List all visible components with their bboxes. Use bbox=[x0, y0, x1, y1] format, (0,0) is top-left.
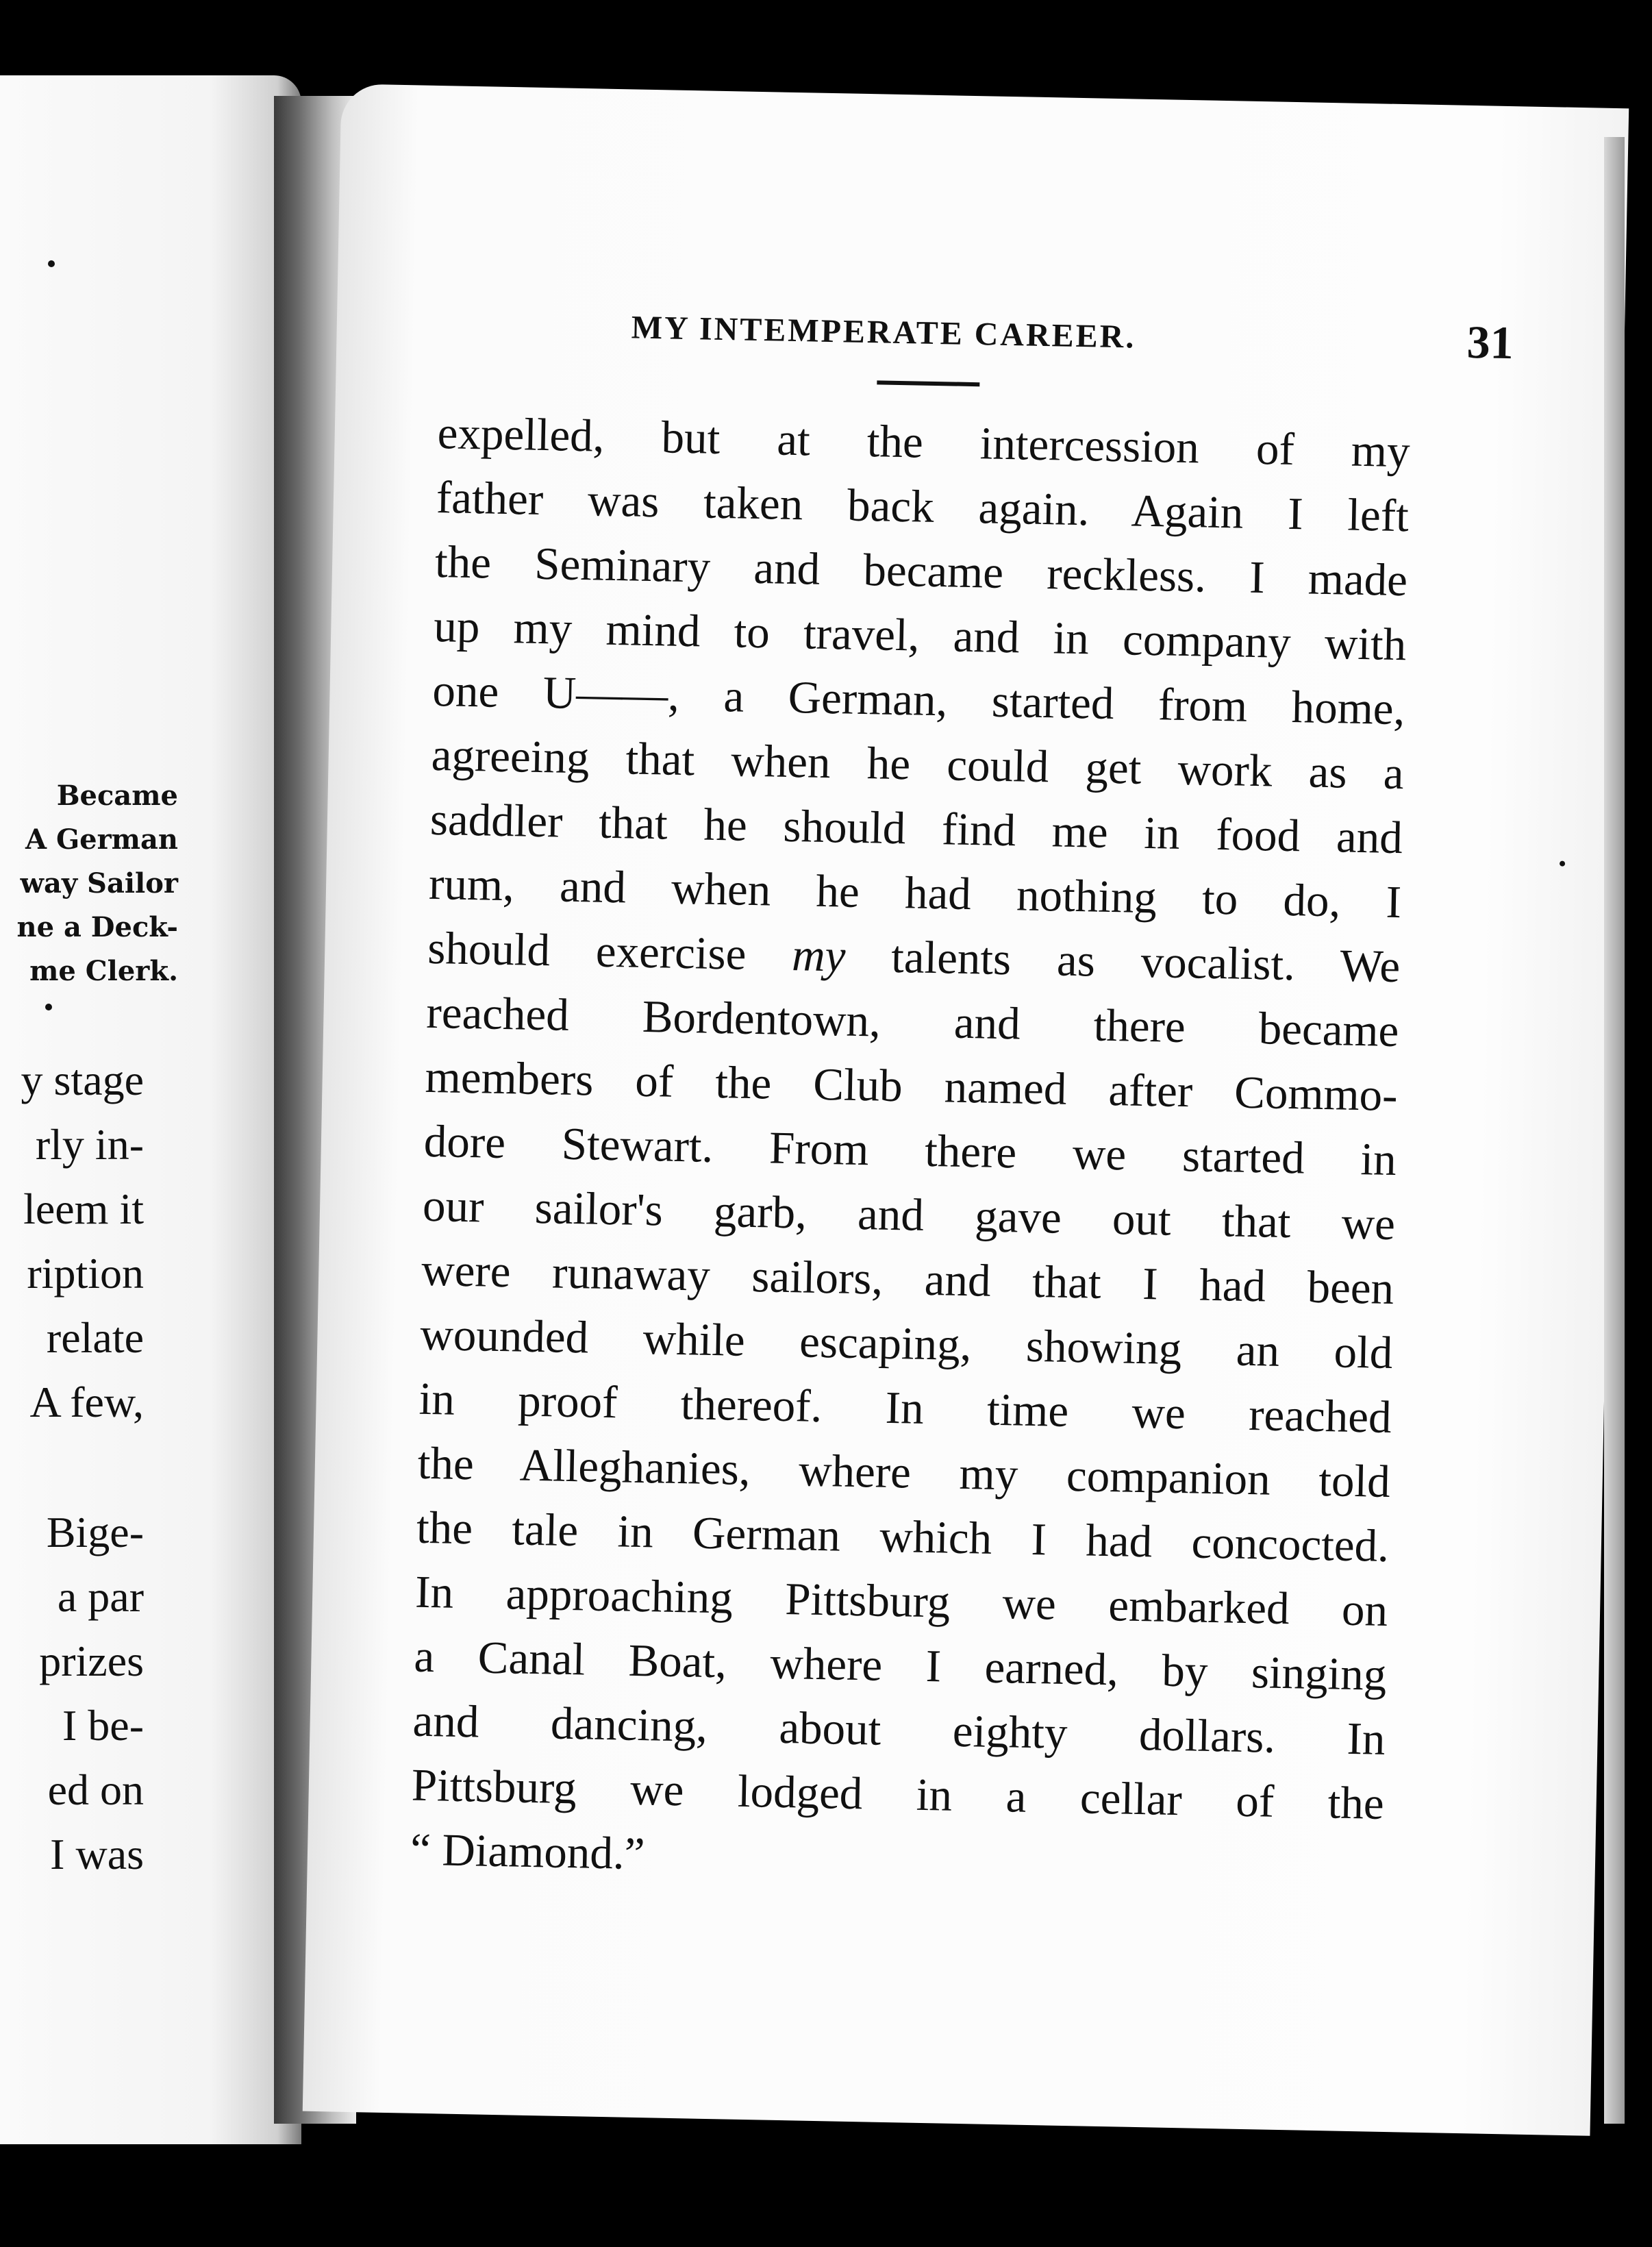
left-page-text-upper bbox=[21, 1048, 145, 1435]
margin-note-line: Became bbox=[56, 780, 178, 812]
text-line: were runaway sailors, and that I had been bbox=[421, 1244, 1394, 1315]
left-page-text-lower bbox=[39, 1500, 144, 1887]
margin-note-line: A German bbox=[25, 823, 178, 856]
ink-speck bbox=[45, 1004, 52, 1010]
ink-speck bbox=[48, 260, 55, 267]
text-line: the tale in German which I had concocted. bbox=[416, 1502, 1390, 1572]
left-page bbox=[0, 75, 301, 2144]
italic-word: my bbox=[791, 930, 847, 982]
text-line: the Seminary and became reckless. I made bbox=[434, 536, 1408, 606]
text-line: rly in- bbox=[35, 1120, 144, 1169]
text-line: A few, bbox=[29, 1378, 144, 1426]
text-line: rum, and when he had nothing to do, I bbox=[428, 858, 1402, 928]
text-line: expelled, but at the intercession of my bbox=[437, 408, 1411, 477]
ink-speck bbox=[1560, 861, 1565, 867]
text-line: reached Bordentown, and there became bbox=[425, 986, 1400, 1057]
header-rule bbox=[877, 380, 979, 386]
margin-note-line: me Clerk. bbox=[29, 955, 178, 987]
page-edge-shadow bbox=[1604, 137, 1625, 2124]
text-line: a par bbox=[57, 1572, 144, 1621]
right-page bbox=[303, 84, 1629, 2136]
text-line: up my mind to travel, and in company with bbox=[433, 600, 1407, 671]
text-line: leem it bbox=[23, 1184, 144, 1233]
margin-note-line: ne a Deck- bbox=[16, 911, 178, 943]
body-text bbox=[410, 401, 1410, 1900]
text-line: our sailor's garb, and gave out that we bbox=[422, 1180, 1396, 1250]
text-line: one U——, a German, started from home, bbox=[431, 665, 1406, 735]
margin-note bbox=[17, 774, 179, 993]
text-line: prizes bbox=[39, 1637, 144, 1685]
text-line: y stage bbox=[21, 1056, 144, 1104]
margin-note-line: way Sailor bbox=[20, 867, 178, 899]
text-line: the Alleghanies, where my companion told bbox=[417, 1437, 1391, 1507]
text-line: “ Diamond.” bbox=[410, 1824, 646, 1880]
text-line: Bige- bbox=[46, 1508, 144, 1556]
text-segment: talents as vocalist. We bbox=[890, 931, 1401, 993]
text-line: I was bbox=[50, 1830, 144, 1878]
running-head: MY INTEMPERATE CAREER. bbox=[631, 309, 1136, 356]
text-line: ription bbox=[27, 1249, 144, 1298]
text-line: members of the Club named after Commo- bbox=[425, 1051, 1399, 1121]
text-line: father was taken back again. Again I left bbox=[436, 472, 1410, 542]
text-line: Pittsburg we lodged in a cellar of the bbox=[411, 1759, 1385, 1829]
text-line: ed on bbox=[47, 1765, 144, 1814]
text-line: dore Stewart. From there we started in bbox=[423, 1115, 1397, 1186]
page-number: 31 bbox=[1466, 315, 1514, 369]
text-segment: should exercise bbox=[427, 922, 747, 980]
text-line: In approaching Pittsburg we embarked on bbox=[414, 1566, 1388, 1636]
text-line: agreeing that when he could get work as a bbox=[431, 729, 1405, 799]
text-line: a Canal Boat, where I earned, by singing bbox=[413, 1630, 1387, 1700]
text-line: saddler that he should find me in food and bbox=[429, 793, 1403, 864]
text-line: wounded while escaping, showing an old bbox=[419, 1308, 1394, 1379]
text-line: relate bbox=[46, 1313, 144, 1362]
text-line: and dancing, about eighty dollars. In bbox=[412, 1695, 1386, 1765]
page-header bbox=[631, 308, 1629, 390]
text-line: in proof thereof. In time we reached bbox=[418, 1373, 1392, 1443]
text-line: I be- bbox=[62, 1701, 144, 1750]
